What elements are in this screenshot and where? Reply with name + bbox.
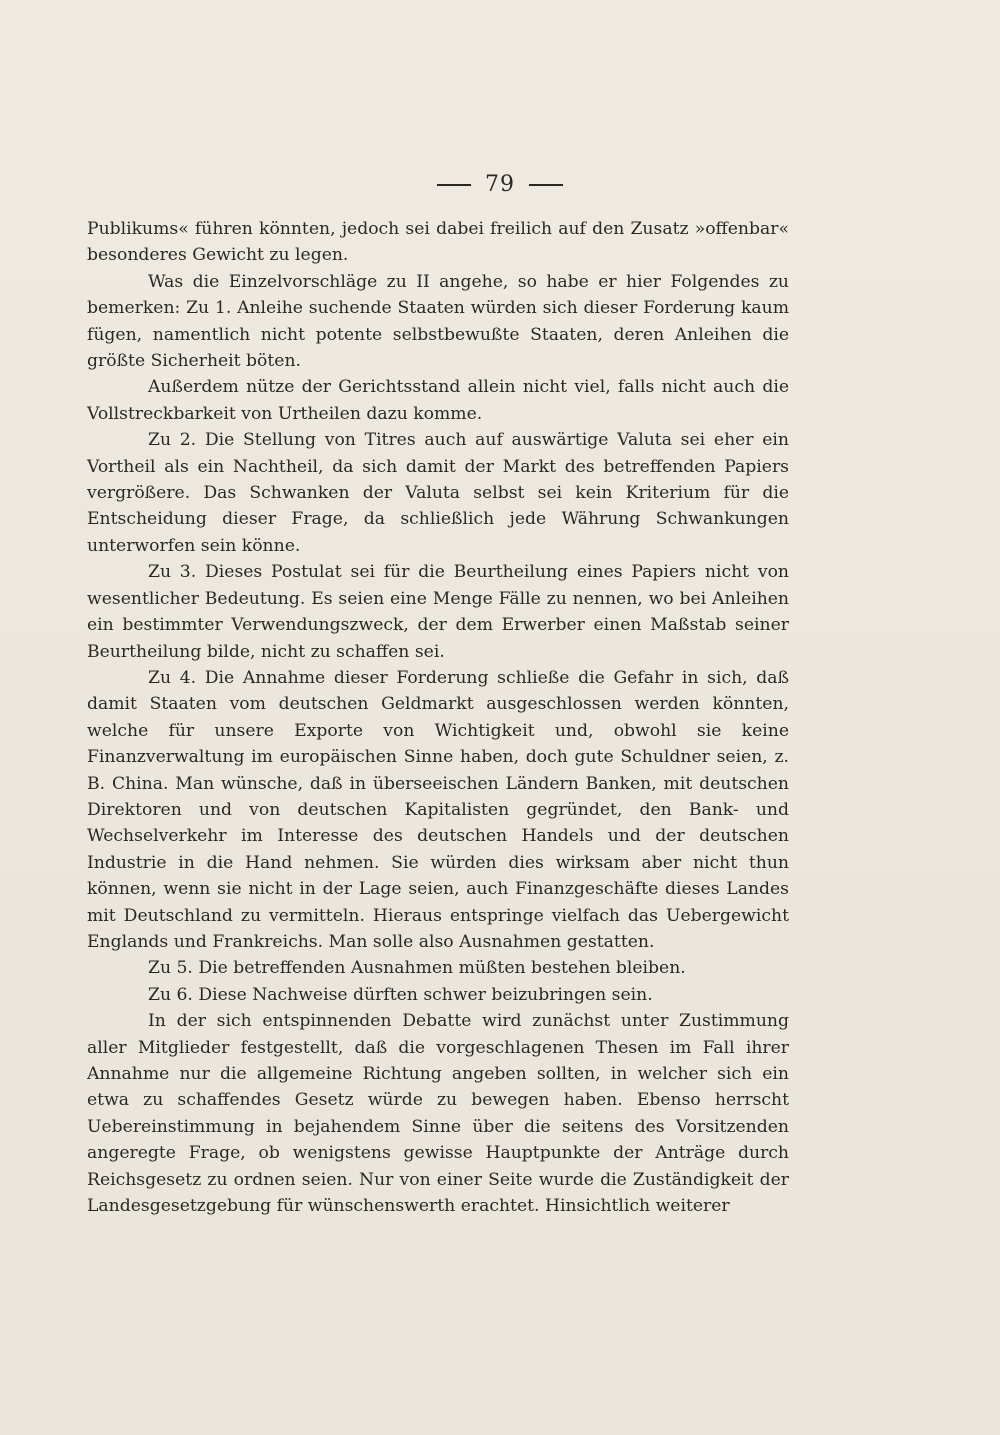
page-number: 79 xyxy=(485,172,515,197)
paragraph-7: Zu 5. Die betreffenden Ausnahmen müßten bestehen bleiben. xyxy=(148,958,686,979)
paragraph-3: Außerdem nütze der Gerichtsstand allein nicht viel, falls nicht auch die Vollstreckbarkeit von Urtheilen dazu komme. xyxy=(87,377,789,424)
paragraph-1: Publikums« führen könnten, jedoch sei dabei freilich auf den Zusatz »offenbar« besonderes Gewicht zu legen. xyxy=(87,219,789,266)
paragraph-4: Zu 2. Die Stellung von Titres auch auf auswärtige Valuta sei eher ein Vortheil als ein Nachtheil, da sich damit der Markt des betreffenden Papiers vergrößere. Das Schwanken der Valuta selbst sei kein Kriterium für die Entscheidung dieser Frage, da schließlich jede Währung Schwankungen unterworfen sein könne. xyxy=(87,430,789,556)
page-number-line xyxy=(0,172,1000,197)
page-number-dash-left xyxy=(437,184,471,186)
body-text xyxy=(87,216,789,1219)
page-number-dash-right xyxy=(529,184,563,186)
paragraph-6: Zu 4. Die Annahme dieser Forderung schließe die Gefahr in sich, daß damit Staaten vom deutschen Geldmarkt ausgeschlossen werden könnten, welche für unsere Exporte von Wichtigkeit und, obwohl sie keine Finanzverwaltung im europäischen Sinne haben, doch gute Schuldner seien, z. B. China. Man wünsche, daß in überseeischen Ländern Banken, mit deutschen Direktoren und von deutschen Kapitalisten gegründet, den Bank- und Wechselverkehr im Interesse des deutschen Handels und der deutschen Industrie in die Hand nehmen. Sie würden dies wirksam aber nicht thun können, wenn sie nicht in der Lage seien, auch Finanzgeschäfte dieses Landes mit Deutschland zu vermitteln. Hieraus entspringe vielfach das Uebergewicht Englands und Frankreichs. Man solle also Ausnahmen gestatten. xyxy=(87,667,789,952)
paragraph-8: Zu 6. Diese Nachweise dürften schwer beizubringen sein. xyxy=(148,984,653,1005)
paragraph-5: Zu 3. Dieses Postulat sei für die Beurtheilung eines Papiers nicht von wesentlicher Bedeutung. Es seien eine Menge Fälle zu nennen, wo bei Anleihen ein bestimmter Verwendungszweck, der dem Erwerber einen Maßstab seiner Beurtheilung bilde, nicht zu schaffen sei. xyxy=(87,562,789,662)
paragraph-2: Was die Einzelvorschläge zu II angehe, so habe er hier Folgendes zu bemerken: Zu 1. Anleihe suchende Staaten würden sich dieser Forderung kaum fügen, namentlich nicht potente selbstbewußte Staaten, deren Anleihen die größte Sicherheit böten. xyxy=(87,271,789,372)
paragraph-9: In der sich entspinnenden Debatte wird zunächst unter Zustimmung aller Mitglieder festgestellt, daß die vorgeschlagenen Thesen im Fall ihrer Annahme nur die allgemeine Richtung angeben sollten, in welcher sich ein etwa zu schaffendes Gesetz würde zu bewegen haben. Ebenso herrscht Uebereinstimmung in bejahendem Sinne über die seitens des Vorsitzenden angeregte Frage, ob wenigstens gewisse Hauptpunkte der Anträge durch Reichsgesetz zu ordnen seien. Nur von einer Seite wurde die Zuständigkeit der Landesgesetzgebung für wünschenswerth erachtet. Hinsichtlich weiterer xyxy=(87,1011,789,1217)
